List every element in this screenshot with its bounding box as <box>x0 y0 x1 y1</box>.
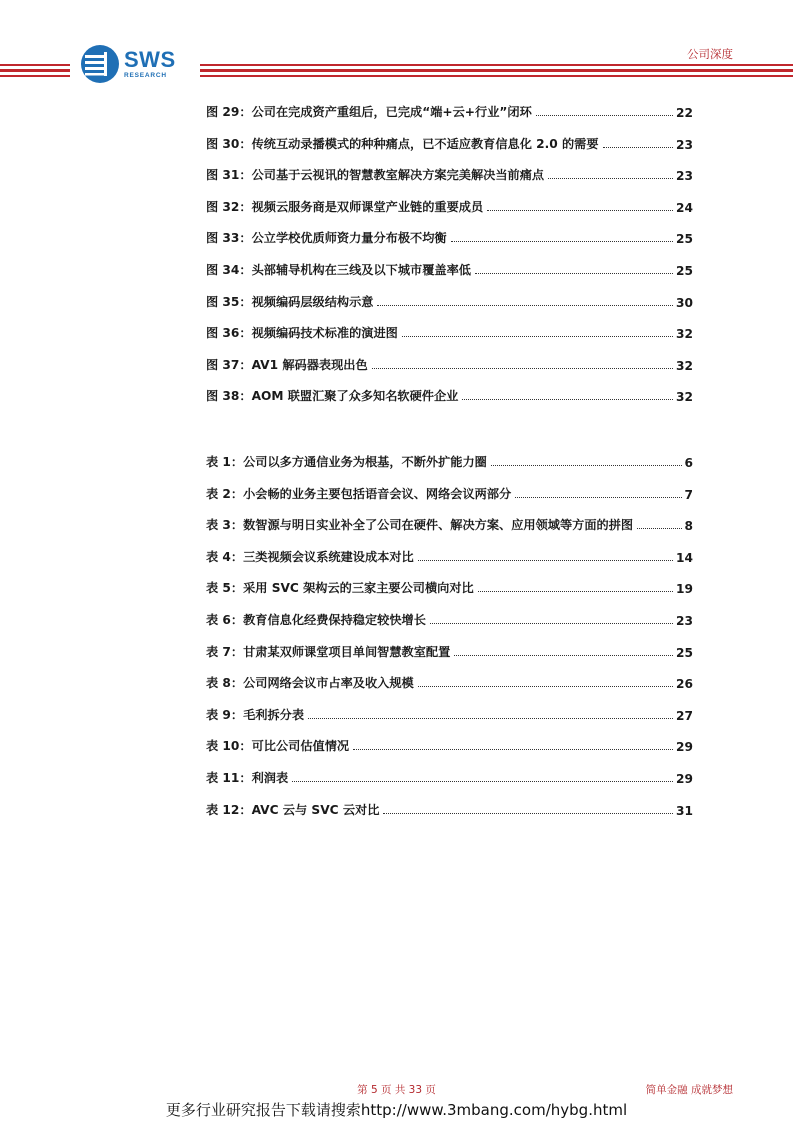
dot-leader <box>487 209 673 211</box>
table-entry-title: 表 6：教育信息化经费保持稳定较快增长 <box>206 613 426 627</box>
table-entry[interactable] <box>206 545 693 565</box>
dot-leader <box>418 559 673 561</box>
table-entry-title: 表 12：AVC 云与 SVC 云对比 <box>206 802 380 817</box>
dot-leader <box>383 812 673 814</box>
figure-entry[interactable] <box>206 100 693 120</box>
table-entry-page: 27 <box>676 708 693 723</box>
figure-entry-title: 图 34：头部辅导机构在三线及以下城市覆盖率低 <box>206 263 471 277</box>
sws-logo-icon <box>80 44 120 84</box>
figure-entry-page: 22 <box>676 106 693 120</box>
table-entry-page: 8 <box>684 519 693 534</box>
dot-leader <box>402 335 673 337</box>
table-entry-page: 19 <box>676 582 693 597</box>
dot-leader <box>308 717 673 719</box>
table-entry-page: 29 <box>676 740 693 755</box>
figure-entry-title: 图 33：公立学校优质师资力量分布极不均衡 <box>206 231 447 246</box>
table-entry-page: 29 <box>676 772 693 786</box>
table-entry[interactable] <box>206 482 693 502</box>
figure-entry-page: 32 <box>676 358 693 373</box>
table-entry-page: 14 <box>676 550 693 565</box>
dot-leader <box>353 748 673 750</box>
table-entry-page: 26 <box>676 677 693 692</box>
figure-entry[interactable] <box>206 353 693 373</box>
table-entry[interactable] <box>206 640 693 660</box>
table-entry[interactable] <box>206 671 693 691</box>
table-entry-page: 6 <box>684 456 693 470</box>
dot-leader <box>377 304 673 306</box>
download-note: 更多行业研究报告下载请搜索http://www.3mbang.com/hybg.html <box>165 1101 628 1119</box>
table-entry-title: 表 5：采用 SVC 架构云的三家主要公司横向对比 <box>206 581 474 596</box>
dot-leader <box>418 685 673 687</box>
figure-entry[interactable] <box>206 132 693 152</box>
figure-entry-page: 23 <box>676 137 693 152</box>
dot-leader <box>475 272 673 274</box>
table-entry-title: 表 8：公司网络会议市占率及收入规模 <box>206 676 414 691</box>
figure-entry[interactable] <box>206 163 693 183</box>
figure-entry-title: 图 37：AV1 解码器表现出色 <box>206 357 368 372</box>
logo-subtitle: RESEARCH <box>124 71 167 79</box>
table-entry-page: 25 <box>676 645 693 660</box>
figure-entry-page: 30 <box>676 295 693 310</box>
figure-entry[interactable] <box>206 290 693 310</box>
footer-slogan: 简单金融 成就梦想 <box>645 1084 733 1096</box>
dot-leader <box>603 146 674 148</box>
figure-entry[interactable] <box>206 384 693 404</box>
table-entry-title: 表 3：数智源与明日实业补全了公司在硬件、解决方案、应用领域等方面的拼图 <box>206 518 634 533</box>
figure-entry[interactable] <box>206 226 693 246</box>
table-entry-title: 表 1：公司以多方通信业务为根基，不断外扩能力圈 <box>206 455 487 469</box>
dot-leader <box>454 654 673 656</box>
figure-entry[interactable] <box>206 258 693 278</box>
table-entry[interactable] <box>206 513 693 533</box>
figure-entry-page: 25 <box>676 264 693 278</box>
dot-leader <box>462 398 673 400</box>
table-entry-title: 表 11：利润表 <box>206 771 289 785</box>
dot-leader <box>478 590 673 592</box>
table-entry-title: 表 9：毛利拆分表 <box>206 707 305 722</box>
table-entry[interactable] <box>206 798 693 818</box>
table-entry[interactable] <box>206 576 693 596</box>
header-rule-right <box>200 64 793 78</box>
table-entry-page: 31 <box>676 803 693 818</box>
figure-entry-title: 图 32：视频云服务商是双师课堂产业链的重要成员 <box>206 199 484 214</box>
figure-entry-title: 图 38：AOM 联盟汇聚了众多知名软硬件企业 <box>206 389 459 404</box>
logo-wordmark: SWS <box>124 46 176 72</box>
table-entry[interactable] <box>206 734 693 754</box>
dot-leader <box>292 780 673 782</box>
figure-entry[interactable] <box>206 321 693 341</box>
figure-entry-title: 图 31：公司基于云视讯的智慧教室解决方案完美解决当前痛点 <box>206 168 545 183</box>
table-entry-title: 表 2：小会畅的业务主要包括语音会议、网络会议两部分 <box>206 486 512 501</box>
dot-leader <box>372 367 673 369</box>
table-entry-title: 表 10：可比公司估值情况 <box>206 739 350 754</box>
figure-entry-page: 32 <box>676 327 693 342</box>
figure-entry-page: 23 <box>676 169 693 184</box>
page-number: 第 5 页 共 33 页 <box>357 1084 436 1096</box>
figure-entry-page: 24 <box>676 200 693 215</box>
dot-leader <box>637 527 681 529</box>
table-entry[interactable] <box>206 450 693 470</box>
header-rule-left <box>0 64 70 78</box>
dot-leader <box>451 240 673 242</box>
dot-leader <box>548 177 673 179</box>
dot-leader <box>430 622 673 624</box>
figure-entry-page: 25 <box>676 232 693 247</box>
figure-entry-title: 图 29：公司在完成资产重组后，已完成“端+云+行业”闭环 <box>206 105 532 119</box>
report-type-tag: 公司深度 <box>687 47 733 61</box>
figure-entry-title: 图 30：传统互动录播模式的种种痛点，已不适应教育信息化 2.0 的需要 <box>206 136 599 151</box>
figure-entry-title: 图 35：视频编码层级结构示意 <box>206 294 374 309</box>
table-entry-page: 23 <box>676 614 693 628</box>
table-entry[interactable] <box>206 608 693 628</box>
table-entry-title: 表 4：三类视频会议系统建设成本对比 <box>206 549 414 564</box>
sws-logo <box>80 44 176 84</box>
figure-entry-page: 32 <box>676 390 693 405</box>
dot-leader <box>536 114 673 116</box>
table-entry[interactable] <box>206 766 693 786</box>
table-entry[interactable] <box>206 703 693 723</box>
figure-entry-title: 图 36：视频编码技术标准的演进图 <box>206 326 398 341</box>
table-entry-title: 表 7：甘肃某双师课堂项目单间智慧教室配置 <box>206 644 451 659</box>
figure-entry[interactable] <box>206 195 693 215</box>
dot-leader <box>515 496 681 498</box>
dot-leader <box>491 464 682 466</box>
table-entry-page: 7 <box>684 487 693 502</box>
